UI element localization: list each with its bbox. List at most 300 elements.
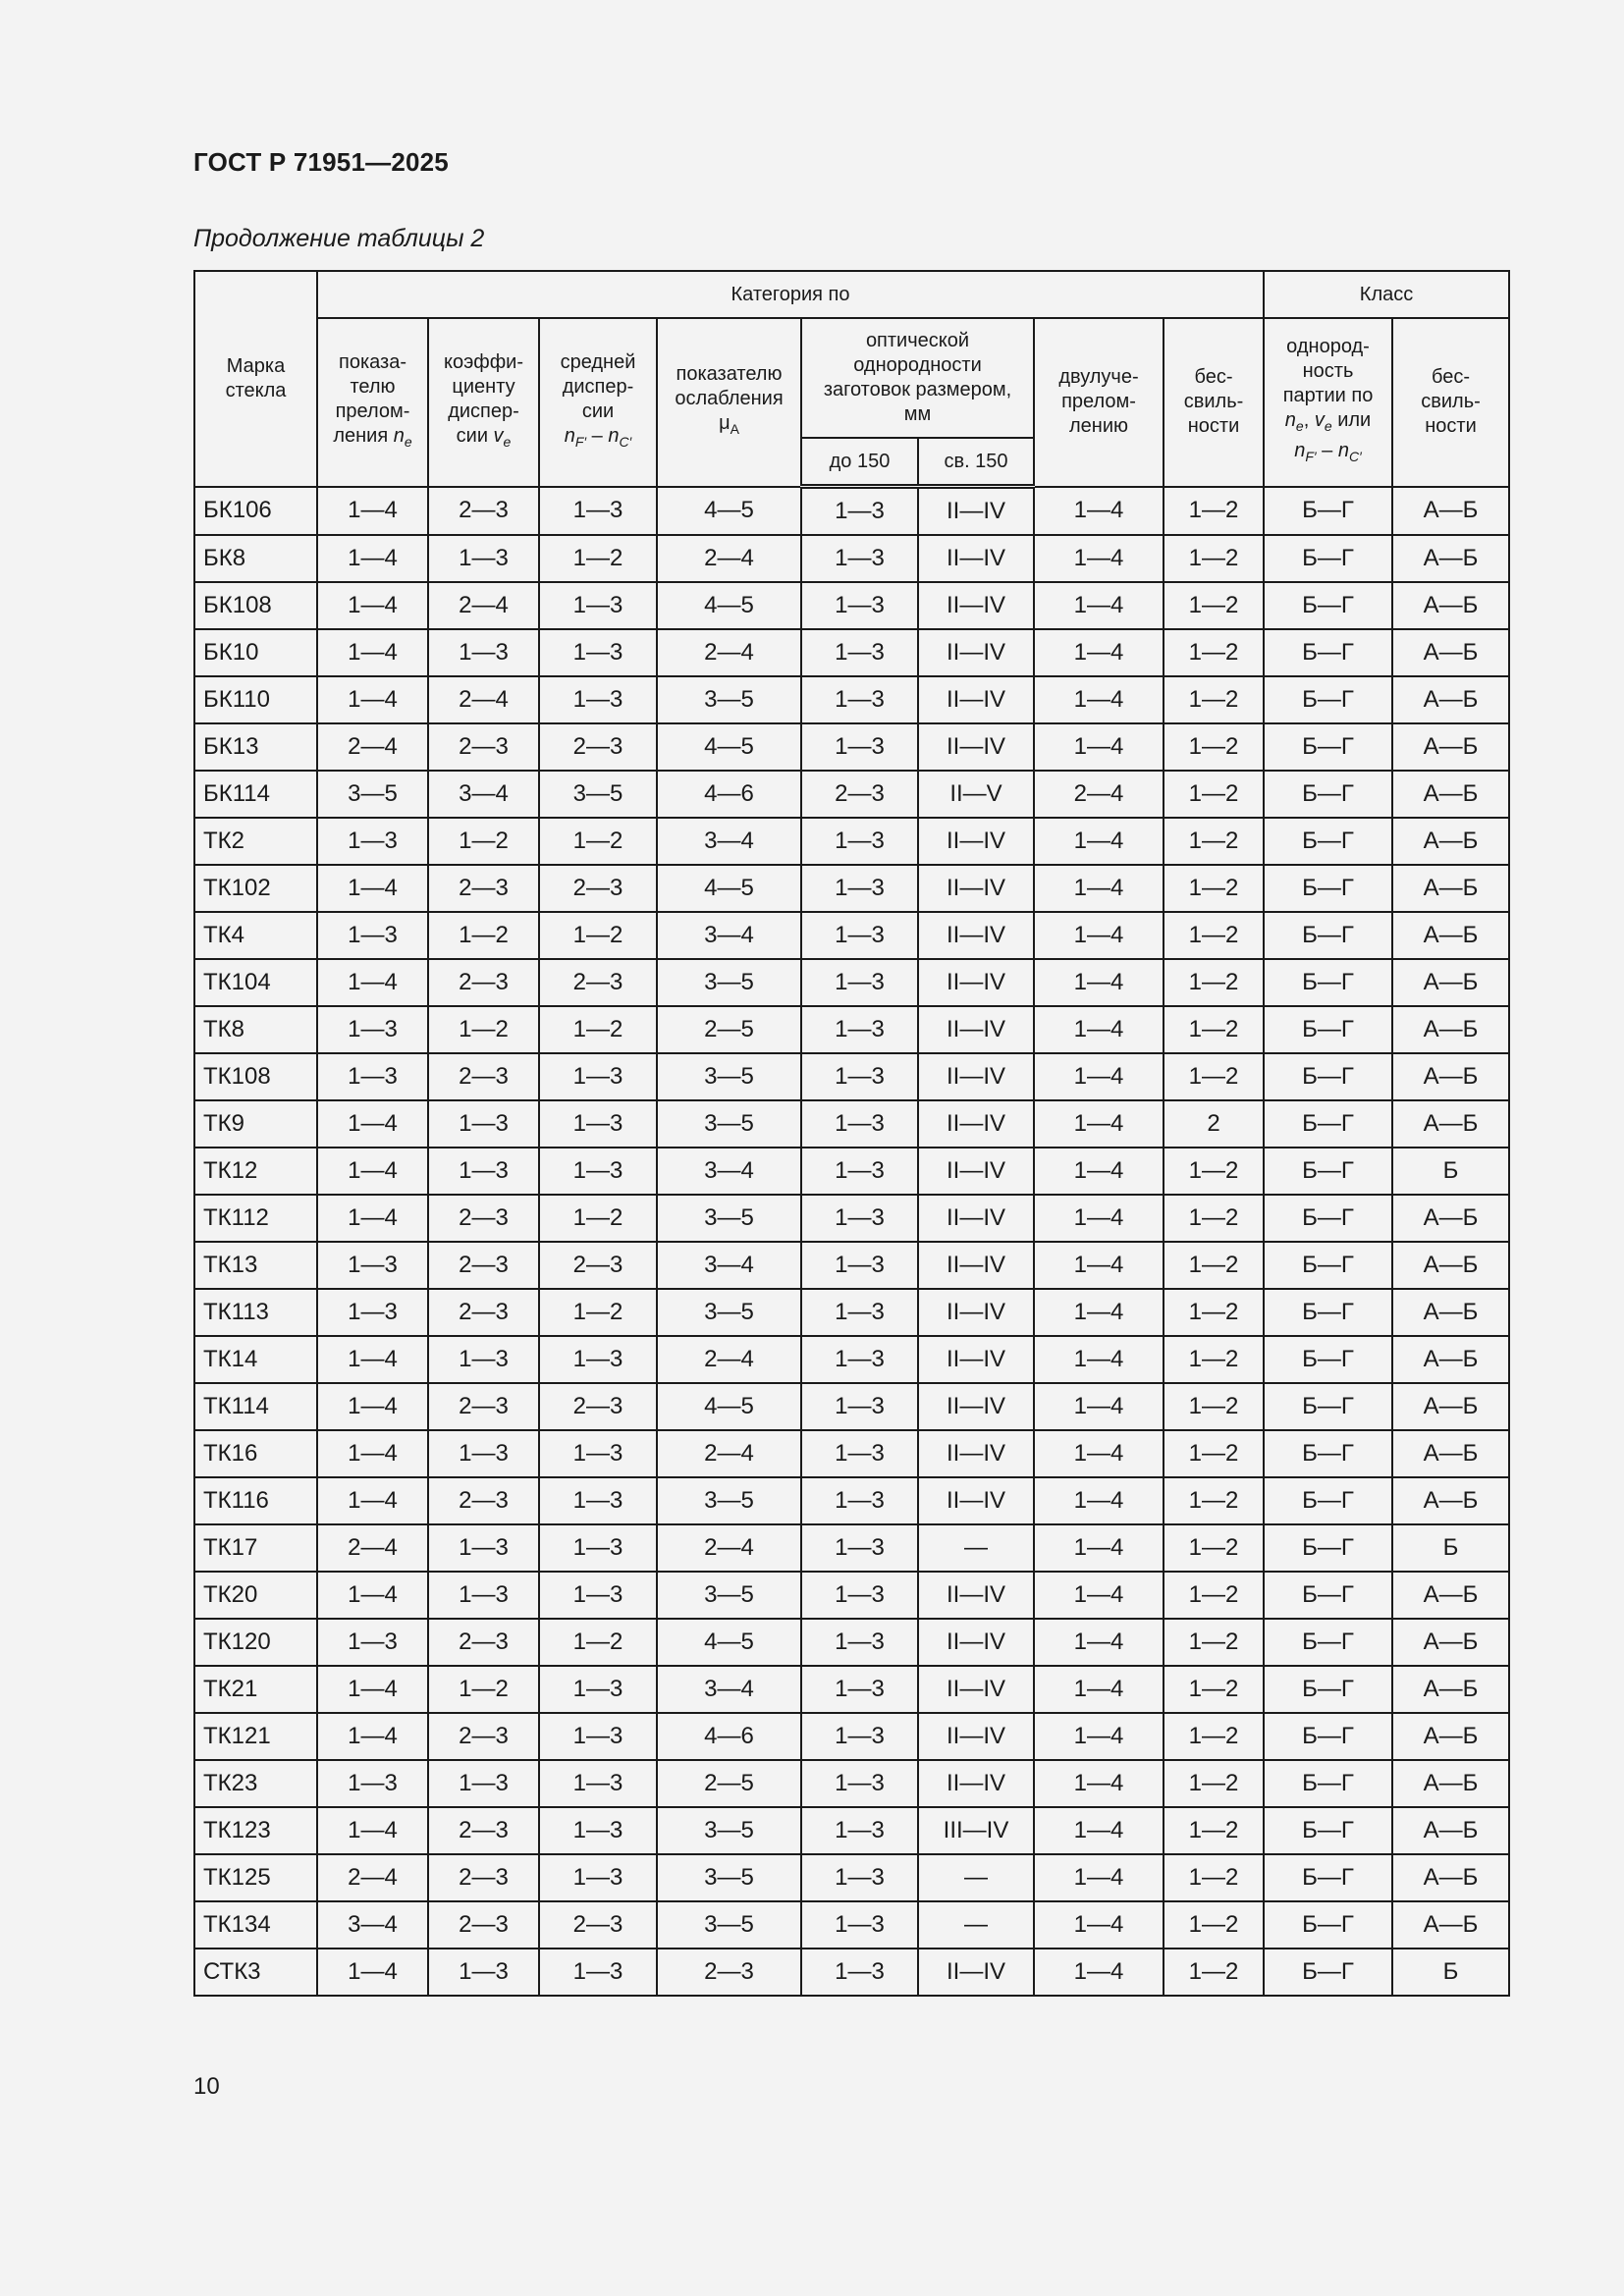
document-title: ГОСТ Р 71951—2025	[193, 147, 449, 177]
table-cell: —	[918, 1524, 1034, 1572]
table-cell: 1—3	[801, 582, 918, 629]
glass-mark-cell: ТК12	[194, 1148, 317, 1195]
table-cell: Б—Г	[1264, 1336, 1392, 1383]
glass-grades-table	[193, 270, 1510, 1997]
table-cell: 1—3	[801, 818, 918, 865]
table-cell: 1—4	[1034, 1572, 1164, 1619]
table-cell: 1—4	[317, 487, 428, 536]
table-cell: II—IV	[918, 1760, 1034, 1807]
table-cell: Б—Г	[1264, 1619, 1392, 1666]
table-cell: II—IV	[918, 723, 1034, 771]
table-cell: 1—3	[801, 1195, 918, 1242]
table-cell: 1—2	[1164, 1572, 1264, 1619]
table-cell: А—Б	[1392, 1713, 1509, 1760]
header-class-bubbles: бес-свиль-ности	[1392, 318, 1509, 487]
table-cell: А—Б	[1392, 1289, 1509, 1336]
table-cell: 1—2	[1164, 723, 1264, 771]
table-cell: 1—3	[428, 1760, 539, 1807]
table-row	[194, 1477, 1509, 1524]
table-row	[194, 1195, 1509, 1242]
table-cell: 2—3	[539, 959, 657, 1006]
table-cell: 1—4	[1034, 535, 1164, 582]
table-cell: 1—3	[539, 1053, 657, 1100]
table-cell: Б	[1392, 1524, 1509, 1572]
table-cell: 1—2	[1164, 1949, 1264, 1996]
table-cell: 3—4	[657, 912, 801, 959]
table-cell: 2—4	[657, 1336, 801, 1383]
table-cell: 1—3	[801, 1430, 918, 1477]
table-cell: 1—3	[539, 1572, 657, 1619]
table-cell: II—IV	[918, 1289, 1034, 1336]
table-cell: Б—Г	[1264, 1713, 1392, 1760]
table-cell: 4—5	[657, 582, 801, 629]
table-row	[194, 1053, 1509, 1100]
table-cell: 1—3	[801, 1383, 918, 1430]
glass-mark-cell: БК10	[194, 629, 317, 676]
table-cell: 1—2	[428, 1006, 539, 1053]
table-cell: 2—5	[657, 1760, 801, 1807]
table-cell: 2—3	[428, 1619, 539, 1666]
table-cell: Б—Г	[1264, 1901, 1392, 1949]
table-cell: 1—4	[1034, 912, 1164, 959]
table-cell: 1—4	[317, 1572, 428, 1619]
glass-mark-cell: БК106	[194, 487, 317, 536]
glass-mark-cell: ТК104	[194, 959, 317, 1006]
table-cell: Б—Г	[1264, 959, 1392, 1006]
glass-mark-cell: ТК2	[194, 818, 317, 865]
table-cell: 1—2	[1164, 1383, 1264, 1430]
header-attenuation: показателю ослабления $\mu_A$	[657, 318, 801, 487]
table-cell: 1—3	[801, 1949, 918, 1996]
table-cell: Б—Г	[1264, 1949, 1392, 1996]
table-row	[194, 629, 1509, 676]
glass-mark-cell: ТК116	[194, 1477, 317, 1524]
table-cell: 1—3	[801, 1572, 918, 1619]
table-cell: 1—3	[801, 865, 918, 912]
table-row	[194, 1901, 1509, 1949]
table-cell: Б—Г	[1264, 1289, 1392, 1336]
table-cell: 1—4	[317, 582, 428, 629]
table-cell: А—Б	[1392, 1053, 1509, 1100]
table-cell: Б—Г	[1264, 1242, 1392, 1289]
table-cell: 1—3	[801, 912, 918, 959]
table-cell: А—Б	[1392, 1006, 1509, 1053]
table-cell: II—IV	[918, 1195, 1034, 1242]
table-cell: 1—4	[1034, 1666, 1164, 1713]
table-cell: 1—4	[317, 1807, 428, 1854]
table-cell: 1—2	[1164, 535, 1264, 582]
table-cell: 2—4	[657, 1524, 801, 1572]
table-cell: А—Б	[1392, 1195, 1509, 1242]
table-cell: 1—4	[317, 1949, 428, 1996]
table-cell: 1—2	[539, 818, 657, 865]
table-row	[194, 1148, 1509, 1195]
glass-mark-cell: ТК120	[194, 1619, 317, 1666]
table-cell: 3—4	[428, 771, 539, 818]
table-cell: 2—3	[539, 723, 657, 771]
table-cell: 3—5	[657, 1477, 801, 1524]
table-cell: 2—3	[428, 1807, 539, 1854]
table-cell: 1—4	[317, 1713, 428, 1760]
glass-mark-cell: ТК17	[194, 1524, 317, 1572]
table-cell: 1—3	[801, 1760, 918, 1807]
table-cell: 1—3	[539, 1949, 657, 1996]
table-cell: 1—2	[1164, 1901, 1264, 1949]
table-header	[194, 271, 1509, 487]
table-cell: 1—4	[1034, 582, 1164, 629]
table-cell: 1—4	[1034, 1713, 1164, 1760]
table-cell: II—IV	[918, 1477, 1034, 1524]
table-cell: II—IV	[918, 1148, 1034, 1195]
table-cell: II—IV	[918, 1053, 1034, 1100]
table-cell: А—Б	[1392, 818, 1509, 865]
table-cell: 1—3	[539, 582, 657, 629]
table-cell: 1—3	[801, 959, 918, 1006]
table-cell: Б—Г	[1264, 912, 1392, 959]
table-cell: 3—5	[657, 1854, 801, 1901]
table-cell: Б—Г	[1264, 771, 1392, 818]
table-cell: 1—3	[539, 1854, 657, 1901]
table-cell: 1—4	[317, 1383, 428, 1430]
table-cell: 1—2	[1164, 1289, 1264, 1336]
table-cell: 1—3	[801, 1713, 918, 1760]
table-cell: 3—5	[657, 676, 801, 723]
table-cell: Б—Г	[1264, 818, 1392, 865]
table-cell: 1—2	[1164, 959, 1264, 1006]
table-cell: 3—5	[657, 959, 801, 1006]
table-cell: 1—4	[1034, 1619, 1164, 1666]
table-row	[194, 1713, 1509, 1760]
table-cell: Б—Г	[1264, 865, 1392, 912]
table-cell: II—IV	[918, 535, 1034, 582]
header-optical-over-150: св. 150	[918, 438, 1034, 487]
table-cell: А—Б	[1392, 1430, 1509, 1477]
table-cell: II—IV	[918, 865, 1034, 912]
table-cell: 2	[1164, 1100, 1264, 1148]
table-cell: 4—5	[657, 1619, 801, 1666]
table-cell: 1—4	[317, 1336, 428, 1383]
table-cell: 4—5	[657, 1383, 801, 1430]
table-cell: 4—5	[657, 865, 801, 912]
table-cell: 3—5	[657, 1195, 801, 1242]
table-row	[194, 582, 1509, 629]
glass-mark-cell: ТК123	[194, 1807, 317, 1854]
table-cell: А—Б	[1392, 723, 1509, 771]
table-cell: 1—2	[1164, 487, 1264, 536]
table-cell: Б—Г	[1264, 723, 1392, 771]
glass-mark-cell: ТК125	[194, 1854, 317, 1901]
table-cell: А—Б	[1392, 582, 1509, 629]
table-cell: 1—3	[539, 1760, 657, 1807]
table-cell: 1—3	[801, 1807, 918, 1854]
table-cell: 3—4	[657, 1242, 801, 1289]
table-cell: 1—3	[317, 818, 428, 865]
table-cell: II—IV	[918, 676, 1034, 723]
table-cell: 1—3	[317, 1006, 428, 1053]
table-cell: А—Б	[1392, 629, 1509, 676]
glass-mark-cell: ТК114	[194, 1383, 317, 1430]
table-cell: 1—3	[428, 1100, 539, 1148]
table-cell: 1—2	[539, 1195, 657, 1242]
page-number: 10	[193, 2073, 220, 2100]
table-cell: Б	[1392, 1949, 1509, 1996]
table-cell: 1—3	[428, 535, 539, 582]
table-cell: 1—2	[1164, 1006, 1264, 1053]
table-cell: II—IV	[918, 912, 1034, 959]
table-cell: А—Б	[1392, 487, 1509, 536]
table-cell: 1—2	[539, 1289, 657, 1336]
table-cell: 1—4	[317, 1430, 428, 1477]
table-cell: 2—3	[428, 1854, 539, 1901]
table-cell: 1—2	[1164, 818, 1264, 865]
table-cell: А—Б	[1392, 1383, 1509, 1430]
glass-mark-cell: БК8	[194, 535, 317, 582]
table-cell: 2—3	[428, 1289, 539, 1336]
table-cell: 1—4	[317, 1148, 428, 1195]
table-cell: А—Б	[1392, 1901, 1509, 1949]
table-cell: Б	[1392, 1148, 1509, 1195]
table-cell: II—IV	[918, 1713, 1034, 1760]
table-cell: А—Б	[1392, 1619, 1509, 1666]
glass-mark-cell: ТК102	[194, 865, 317, 912]
table-cell: 1—4	[1034, 1760, 1164, 1807]
table-cell: 2—4	[428, 676, 539, 723]
table-cell: 3—5	[317, 771, 428, 818]
table-cell: 1—4	[1034, 1430, 1164, 1477]
table-cell: Б—Г	[1264, 1572, 1392, 1619]
table-cell: 1—3	[317, 1760, 428, 1807]
header-birefringence: двулуче-прелом-лению	[1034, 318, 1164, 487]
table-cell: 4—6	[657, 771, 801, 818]
table-row	[194, 1336, 1509, 1383]
table-cell: 1—2	[1164, 1148, 1264, 1195]
table-cell: 1—4	[1034, 1949, 1164, 1996]
table-cell: 1—4	[1034, 1524, 1164, 1572]
table-cell: 1—3	[801, 1053, 918, 1100]
table-cell: 1—2	[539, 1006, 657, 1053]
glass-mark-cell: ТК8	[194, 1006, 317, 1053]
table-row	[194, 1619, 1509, 1666]
table-cell: 1—4	[1034, 487, 1164, 536]
table-cell: 1—3	[801, 1477, 918, 1524]
table-cell: 1—4	[1034, 865, 1164, 912]
table-cell: 1—3	[539, 1666, 657, 1713]
table-cell: Б—Г	[1264, 1006, 1392, 1053]
table-cell: 2—3	[428, 1383, 539, 1430]
table-cell: 2—4	[317, 723, 428, 771]
table-cell: 3—5	[657, 1289, 801, 1336]
glass-mark-cell: ТК21	[194, 1666, 317, 1713]
table-row	[194, 1289, 1509, 1336]
table-cell: 1—4	[317, 1666, 428, 1713]
table-cell: 1—3	[317, 1053, 428, 1100]
table-cell: Б—Г	[1264, 535, 1392, 582]
table-cell: Б—Г	[1264, 1383, 1392, 1430]
table-cell: 3—5	[657, 1100, 801, 1148]
table-cell: 1—2	[1164, 1854, 1264, 1901]
table-cell: 1—3	[317, 1289, 428, 1336]
table-cell: 1—4	[1034, 818, 1164, 865]
table-cell: 1—3	[428, 1572, 539, 1619]
table-cell: 1—4	[317, 959, 428, 1006]
table-cell: 1—3	[428, 1336, 539, 1383]
table-cell: 2—3	[428, 959, 539, 1006]
table-row	[194, 723, 1509, 771]
table-cell: 1—3	[539, 1100, 657, 1148]
table-cell: 1—3	[539, 1524, 657, 1572]
table-cell: 2—3	[428, 487, 539, 536]
glass-mark-cell: ТК134	[194, 1901, 317, 1949]
glass-mark-cell: ТК23	[194, 1760, 317, 1807]
table-cell: 1—3	[801, 629, 918, 676]
table-row	[194, 535, 1509, 582]
table-cell: 2—3	[539, 865, 657, 912]
table-cell: Б—Г	[1264, 487, 1392, 536]
table-cell: 3—4	[657, 1666, 801, 1713]
table-cell: А—Б	[1392, 1807, 1509, 1854]
table-row	[194, 1760, 1509, 1807]
table-row	[194, 487, 1509, 536]
table-cell: 1—3	[428, 1148, 539, 1195]
table-row	[194, 1572, 1509, 1619]
table-cell: 1—4	[317, 535, 428, 582]
table-cell: 1—2	[1164, 676, 1264, 723]
table-cell: Б—Г	[1264, 676, 1392, 723]
glass-mark-cell: ТК4	[194, 912, 317, 959]
glass-mark-cell: БК114	[194, 771, 317, 818]
table-cell: 1—4	[1034, 1006, 1164, 1053]
glass-mark-cell: ТК14	[194, 1336, 317, 1383]
table-cell: 3—5	[657, 1807, 801, 1854]
table-cell: 2—4	[657, 1430, 801, 1477]
table-cell: II—IV	[918, 629, 1034, 676]
table-row	[194, 1949, 1509, 1996]
table-cell: 3—5	[657, 1572, 801, 1619]
table-cell: 1—4	[1034, 1289, 1164, 1336]
table-cell: 2—3	[428, 1242, 539, 1289]
table-cell: 1—4	[1034, 1242, 1164, 1289]
table-cell: 1—4	[1034, 676, 1164, 723]
table-row	[194, 771, 1509, 818]
table-cell: II—IV	[918, 1619, 1034, 1666]
table-row	[194, 1242, 1509, 1289]
table-cell: 2—4	[317, 1854, 428, 1901]
table-cell: 1—4	[1034, 1336, 1164, 1383]
table-cell: II—IV	[918, 1242, 1034, 1289]
glass-mark-cell: ТК112	[194, 1195, 317, 1242]
table-cell: 1—2	[428, 1666, 539, 1713]
table-cell: Б—Г	[1264, 1807, 1392, 1854]
table-cell: —	[918, 1854, 1034, 1901]
table-cell: 1—4	[1034, 959, 1164, 1006]
table-cell: Б—Г	[1264, 1053, 1392, 1100]
table-cell: 3—4	[657, 1148, 801, 1195]
table-cell: 1—4	[1034, 1807, 1164, 1854]
glass-mark-cell: ТК108	[194, 1053, 317, 1100]
table-cell: Б—Г	[1264, 1148, 1392, 1195]
table-row	[194, 1807, 1509, 1854]
header-optical-homogeneity: оптической однородности заготовок размером, мм	[801, 318, 1034, 438]
table-cell: II—IV	[918, 487, 1034, 536]
glass-mark-cell: ТК20	[194, 1572, 317, 1619]
glass-mark-cell: ТК16	[194, 1430, 317, 1477]
table-cell: А—Б	[1392, 1572, 1509, 1619]
table-cell: 1—2	[1164, 1430, 1264, 1477]
table-cell: Б—Г	[1264, 1666, 1392, 1713]
table-cell: 2—3	[428, 1195, 539, 1242]
table-cell: 1—2	[1164, 865, 1264, 912]
table-cell: 3—5	[657, 1901, 801, 1949]
table-cell: А—Б	[1392, 912, 1509, 959]
table-cell: Б—Г	[1264, 1854, 1392, 1901]
table-cell: II—IV	[918, 582, 1034, 629]
table-cell: 1—4	[1034, 1477, 1164, 1524]
table-cell: II—V	[918, 771, 1034, 818]
table-cell: А—Б	[1392, 959, 1509, 1006]
table-cell: 1—3	[801, 1006, 918, 1053]
table-cell: 1—2	[539, 535, 657, 582]
table-cell: 1—3	[539, 487, 657, 536]
table-cell: 1—4	[1034, 1901, 1164, 1949]
table-cell: 1—2	[539, 1619, 657, 1666]
table-cell: 1—2	[428, 818, 539, 865]
table-cell: II—IV	[918, 1006, 1034, 1053]
table-cell: 1—3	[539, 629, 657, 676]
table-cell: 2—4	[657, 535, 801, 582]
table-cell: 1—3	[801, 487, 918, 536]
table-cell: 1—2	[1164, 582, 1264, 629]
table-cell: II—IV	[918, 1572, 1034, 1619]
table-body	[194, 487, 1509, 1997]
table-cell: II—IV	[918, 1666, 1034, 1713]
table-cell: 2—3	[428, 1901, 539, 1949]
table-cell: 1—3	[801, 676, 918, 723]
table-cell: 1—3	[317, 1242, 428, 1289]
table-cell: 1—3	[539, 1477, 657, 1524]
table-row	[194, 818, 1509, 865]
table-cell: 2—3	[657, 1949, 801, 1996]
table-cell: 4—6	[657, 1713, 801, 1760]
table-cell: 1—3	[539, 1713, 657, 1760]
table-cell: А—Б	[1392, 1760, 1509, 1807]
table-cell: 1—2	[1164, 771, 1264, 818]
table-cell: 2—3	[428, 865, 539, 912]
table-cell: 2—3	[428, 1477, 539, 1524]
table-cell: 2—3	[428, 1713, 539, 1760]
table-cell: А—Б	[1392, 1666, 1509, 1713]
table-cell: 3—4	[317, 1901, 428, 1949]
table-row	[194, 1854, 1509, 1901]
table-cell: А—Б	[1392, 865, 1509, 912]
table-cell: 2—3	[428, 723, 539, 771]
glass-mark-cell: БК110	[194, 676, 317, 723]
table-cell: 1—3	[539, 1430, 657, 1477]
table-cell: 1—3	[801, 1242, 918, 1289]
table-cell: Б—Г	[1264, 629, 1392, 676]
glass-mark-cell: ТК121	[194, 1713, 317, 1760]
table-cell: 1—2	[1164, 1195, 1264, 1242]
glass-mark-cell: СТК3	[194, 1949, 317, 1996]
glass-mark-cell: ТК13	[194, 1242, 317, 1289]
table-row	[194, 1383, 1509, 1430]
table-cell: Б—Г	[1264, 1195, 1392, 1242]
table-cell: 1—2	[1164, 1666, 1264, 1713]
table-cell: 1—3	[801, 1524, 918, 1572]
table-cell: 2—3	[428, 1053, 539, 1100]
glass-mark-cell: ТК113	[194, 1289, 317, 1336]
glass-mark-cell: БК108	[194, 582, 317, 629]
table-row	[194, 1524, 1509, 1572]
